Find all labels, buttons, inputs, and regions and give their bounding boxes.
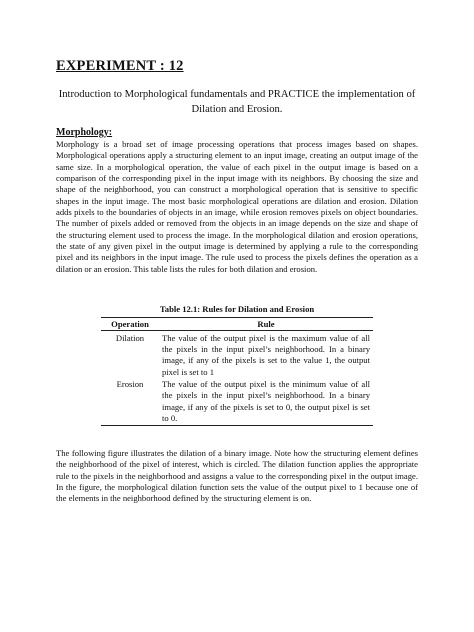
- rule-cell: The value of the output pixel is the minimum value of all the pixels in the input pixel’s neighborhood. In a binary image, if any of the pixels is set to 0, the output pixel is set to 0.: [159, 378, 373, 426]
- section-heading-morphology: Morphology:: [56, 127, 113, 138]
- table-header-row: [101, 318, 373, 331]
- rules-table: [101, 317, 373, 426]
- table-row: [101, 330, 373, 378]
- rule-cell: The value of the output pixel is the maximum value of all the pixels in the input pixel’s neighborhood. In a binary image, if any of the pixels is set to the value 1, the output pixel is set to 1: [162, 332, 370, 377]
- header-rule: Rule: [159, 318, 373, 331]
- header-operation: Operation: [101, 318, 159, 331]
- morphology-paragraph: Morphology is a broad set of image processing operations that process images based on shapes. Morphological operations apply a structuring element to an input image, creating an output image of the same size. In a morphological operation, the value of each pixel in the output image is based on a comparison of the corresponding pixel in the input image with its neighbors. By choosing the size and shape of the neighborhood, you can construct a morphological operation that is sensitive to specific shapes in the input image. The most basic morphological operations are dilation and erosion. Dilation adds pixels to the boundaries of objects in an image, while erosion removes pixels on object boundaries. The number of pixels added or removed from the objects in an image depends on the size and shape of the structuring element used to process the image. In the morphological dilation and erosion operations, the state of any given pixel in the output image is determined by applying a rule to the corresponding pixel and its neighbors in the input image. The rule used to process the pixels defines the operation as a dilation or an erosion. This table lists the rules for both dilation and erosion.: [56, 139, 418, 274]
- dilation-figure-paragraph: The following figure illustrates the dilation of a binary image. Note how the structuring element defines the neighborhood of the pixel of interest, which is circled. The dilation function applies the appropriate rule to the pixels in the neighborhood and assigns a value to the corresponding pixel in the output image. In the figure, the morphological dilation function sets the value of the output pixel to 1 because one of the elements in the neighborhood defined by the structuring element is on.: [56, 448, 418, 504]
- experiment-subtitle: Introduction to Morphological fundamentals and PRACTICE the implementation of Dilation and Erosion.: [58, 89, 416, 115]
- experiment-title: EXPERIMENT : 12: [56, 58, 184, 74]
- table-row: [101, 378, 373, 426]
- operation-cell: Dilation: [115, 332, 145, 343]
- operation-cell: Erosion: [101, 378, 159, 426]
- table-caption: Table 12.1: Rules for Dilation and Erosion: [159, 304, 315, 314]
